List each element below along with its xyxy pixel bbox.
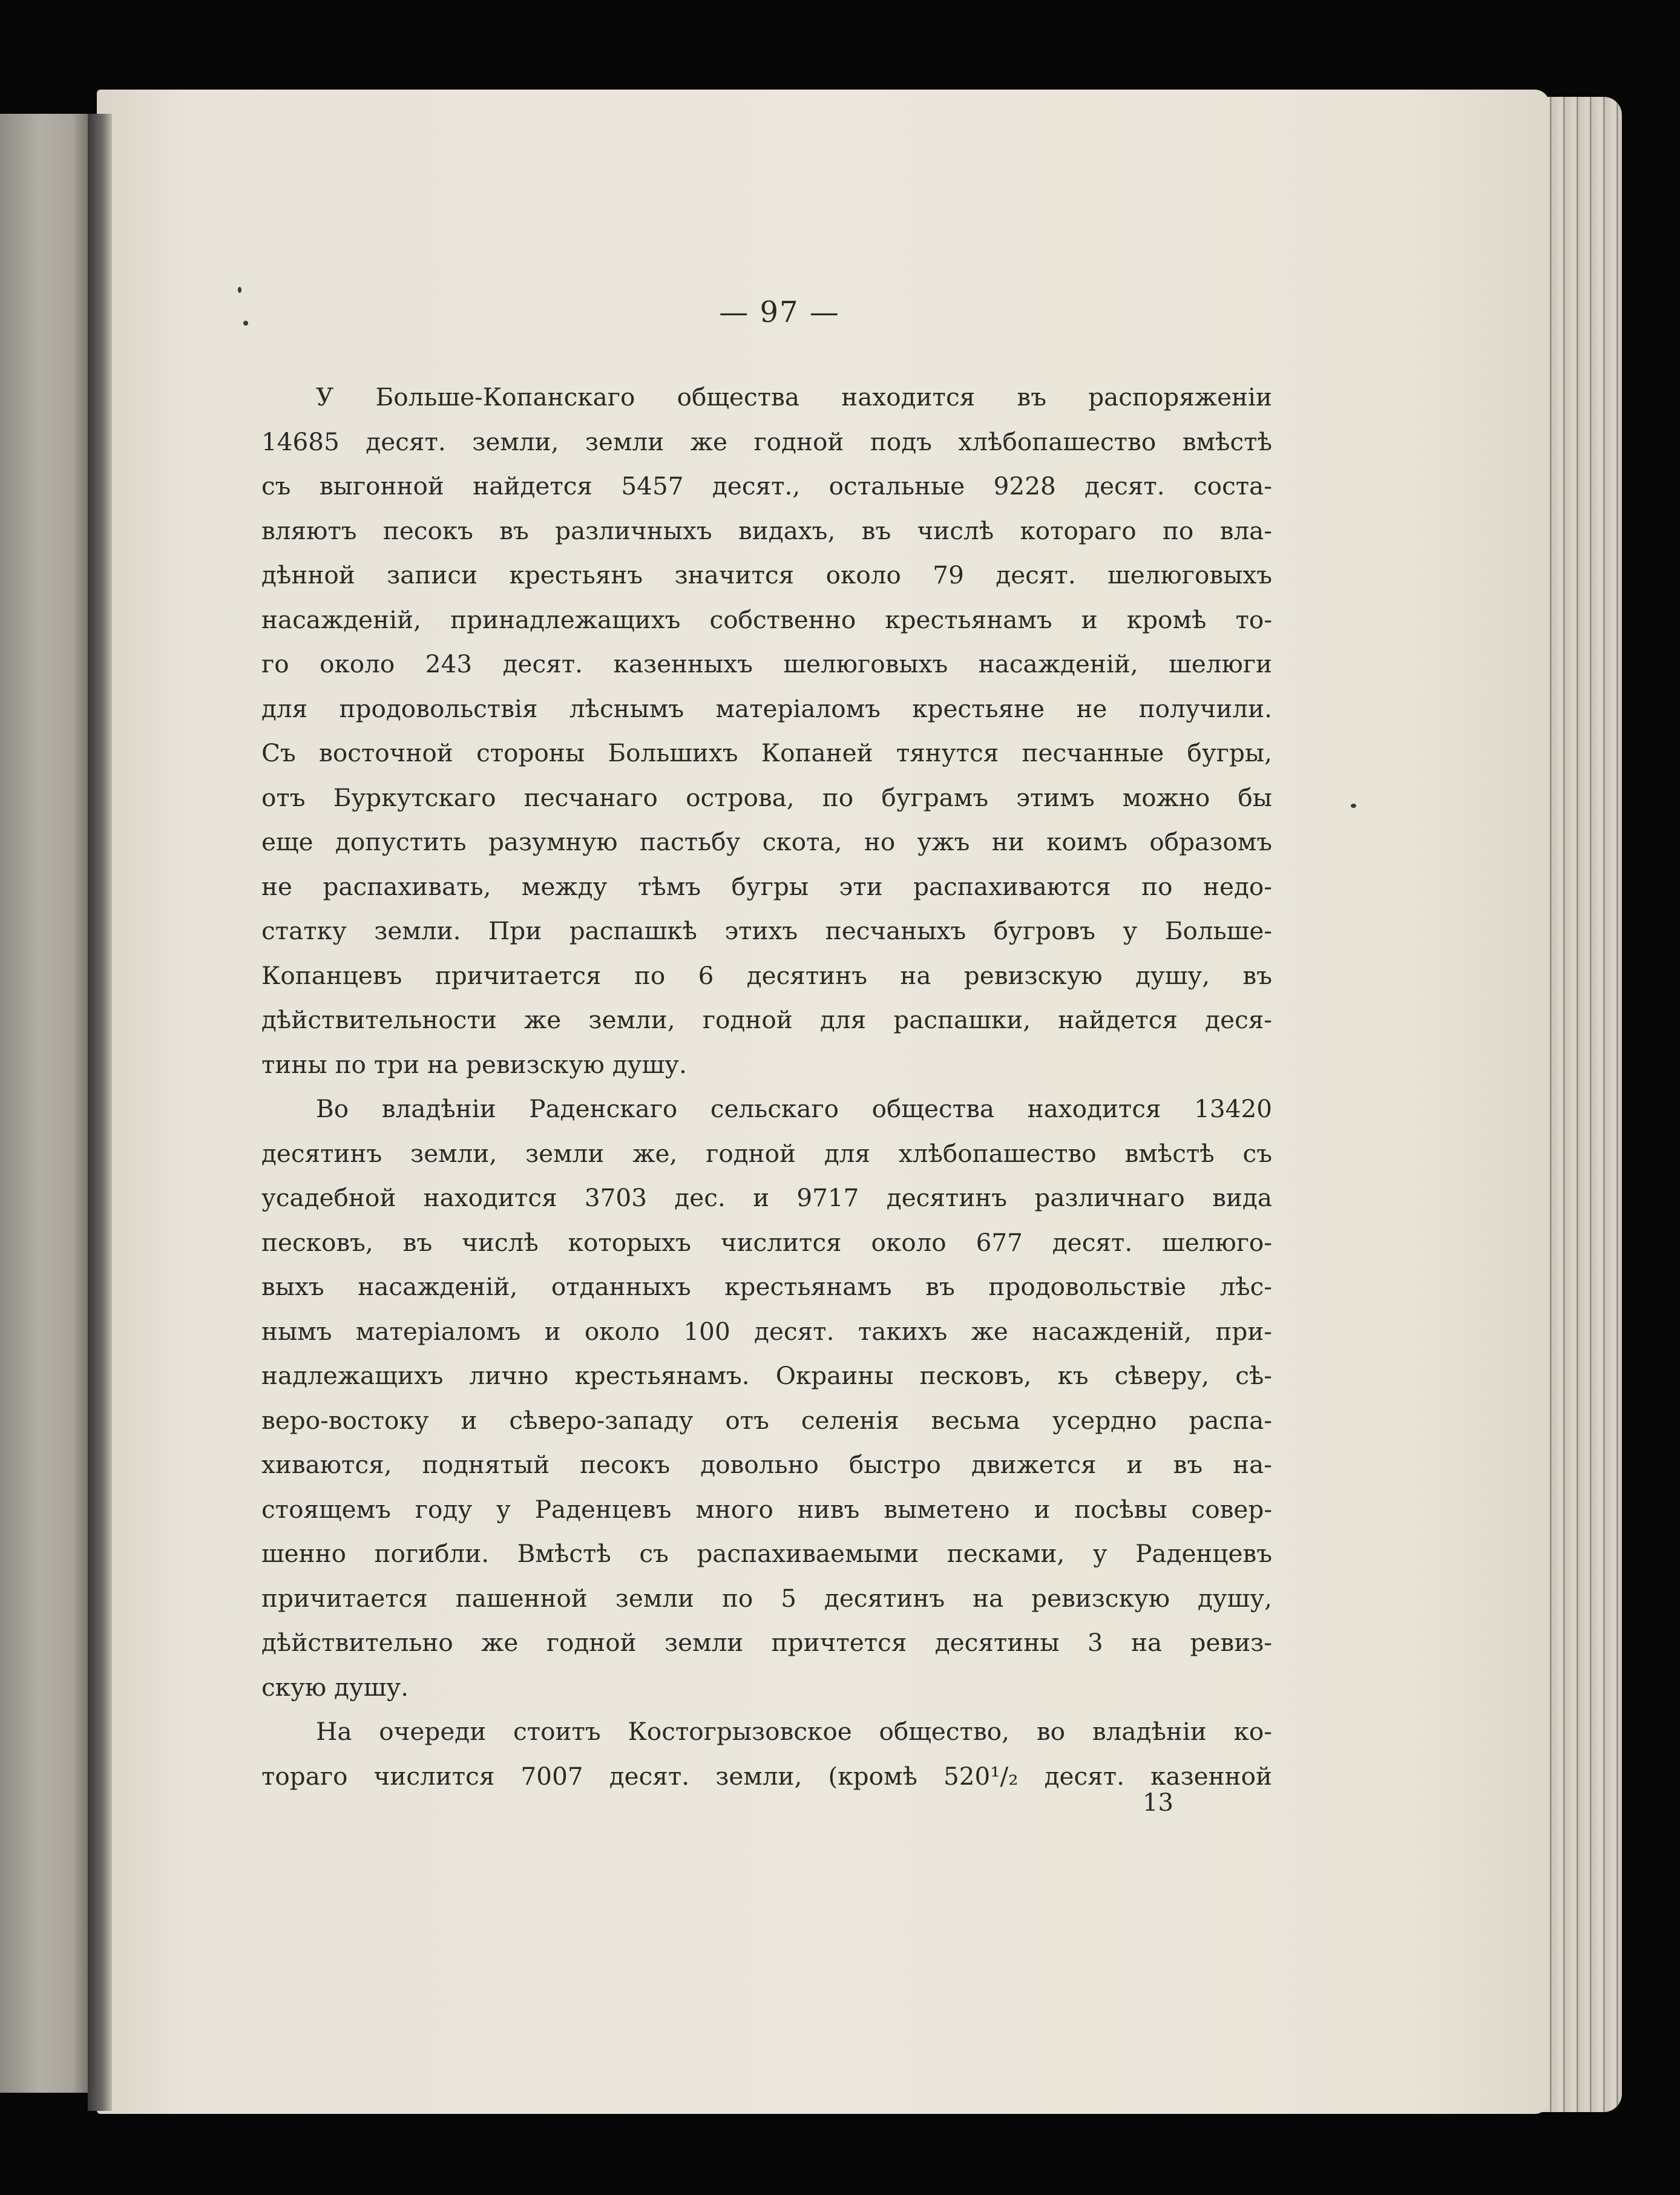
- page-body-text: [261, 375, 1272, 1799]
- text-line: усадебной находится 3703 дес. и 9717 десятинъ различнаго вида: [261, 1183, 1272, 1212]
- text-line: У Больше-Копанскаго общества находится въ распоряженіи: [316, 382, 1272, 412]
- text-line: скую душу.: [261, 1672, 409, 1702]
- page-number-header: — 97 —: [719, 295, 840, 329]
- left-page-edge: [0, 114, 91, 2093]
- text-line: тораго числится 7007 десят. земли, (кромѣ 520¹/₂ десят. казенной: [261, 1761, 1272, 1791]
- text-line: отъ Буркутскаго песчанаго острова, по буграмъ этимъ можно бы: [261, 783, 1272, 812]
- text-line: песковъ, въ числѣ которыхъ числится около 677 десят. шелюго-: [261, 1227, 1272, 1257]
- book-gutter: [88, 114, 112, 2111]
- text-line: статку земли. При распашкѣ этихъ песчаныхъ бугровъ у Больше-: [261, 916, 1272, 945]
- text-line: дѣнной записи крестьянъ значится около 79 десят. шелюговыхъ: [261, 560, 1272, 589]
- text-line: го около 243 десят. казенныхъ шелюговыхъ насажденій, шелюги: [261, 649, 1272, 678]
- text-line: шенно погибли. Вмѣстѣ съ распахиваемыми песками, у Раденцевъ: [261, 1539, 1272, 1568]
- text-line: Копанцевъ причитается по 6 десятинъ на ревизскую душу, въ: [261, 960, 1272, 990]
- text-line: На очереди стоитъ Костогрызовское общество, во владѣніи ко-: [316, 1717, 1272, 1746]
- text-line: причитается пашенной земли по 5 десятинъ на ревизскую душу,: [261, 1583, 1272, 1613]
- text-line: 14685 десят. земли, земли же годной подъ хлѣбопашество вмѣстѣ: [261, 427, 1272, 456]
- text-line: стоящемъ году у Раденцевъ много нивъ выметено и посѣвы совер-: [261, 1494, 1272, 1524]
- text-line: надлежащихъ лично крестьянамъ. Окраины песковъ, къ сѣверу, сѣ-: [261, 1361, 1272, 1390]
- text-line: насажденій, принадлежащихъ собственно крестьянамъ и кромѣ то-: [261, 605, 1272, 634]
- text-line: дѣйствительно же годной земли причтется десятины 3 на ревиз-: [261, 1628, 1272, 1657]
- text-line: вляютъ песокъ въ различныхъ видахъ, въ числѣ котораго по вла-: [261, 516, 1272, 545]
- text-line: Во владѣніи Раденскаго сельскаго общества находится 13420: [316, 1094, 1272, 1123]
- text-line: тины по три на ревизскую душу.: [261, 1049, 687, 1079]
- text-line: для продовольствія лѣснымъ матеріаломъ крестьяне не получили.: [261, 694, 1272, 723]
- ink-speck: [238, 287, 241, 293]
- ink-speck: [1351, 804, 1356, 808]
- text-line: нымъ матеріаломъ и около 100 десят. такихъ же насажденій, при-: [261, 1316, 1272, 1346]
- text-line: десятинъ земли, земли же, годной для хлѣбопашество вмѣстѣ съ: [261, 1138, 1272, 1168]
- text-line: выхъ насажденій, отданныхъ крестьянамъ въ продовольствіе лѣс-: [261, 1272, 1272, 1301]
- text-line: дѣйствительности же земли, годной для распашки, найдется деся-: [261, 1005, 1272, 1034]
- text-line: еще допустить разумную пастьбу скота, но ужъ ни коимъ образомъ: [261, 827, 1272, 856]
- text-line: хиваются, поднятый песокъ довольно быстро движется и въ на-: [261, 1450, 1272, 1479]
- signature-mark: 13: [1143, 1789, 1173, 1817]
- text-line: веро-востоку и сѣверо-западу отъ селенія весьма усердно распа-: [261, 1405, 1272, 1435]
- text-line: съ выгонной найдется 5457 десят., остальные 9228 десят. соста-: [261, 471, 1272, 500]
- ink-speck: [243, 321, 248, 326]
- text-line: не распахивать, между тѣмъ бугры эти распахиваются по недо-: [261, 871, 1272, 901]
- text-line: Съ восточной стороны Большихъ Копаней тянутся песчанные бугры,: [261, 738, 1272, 767]
